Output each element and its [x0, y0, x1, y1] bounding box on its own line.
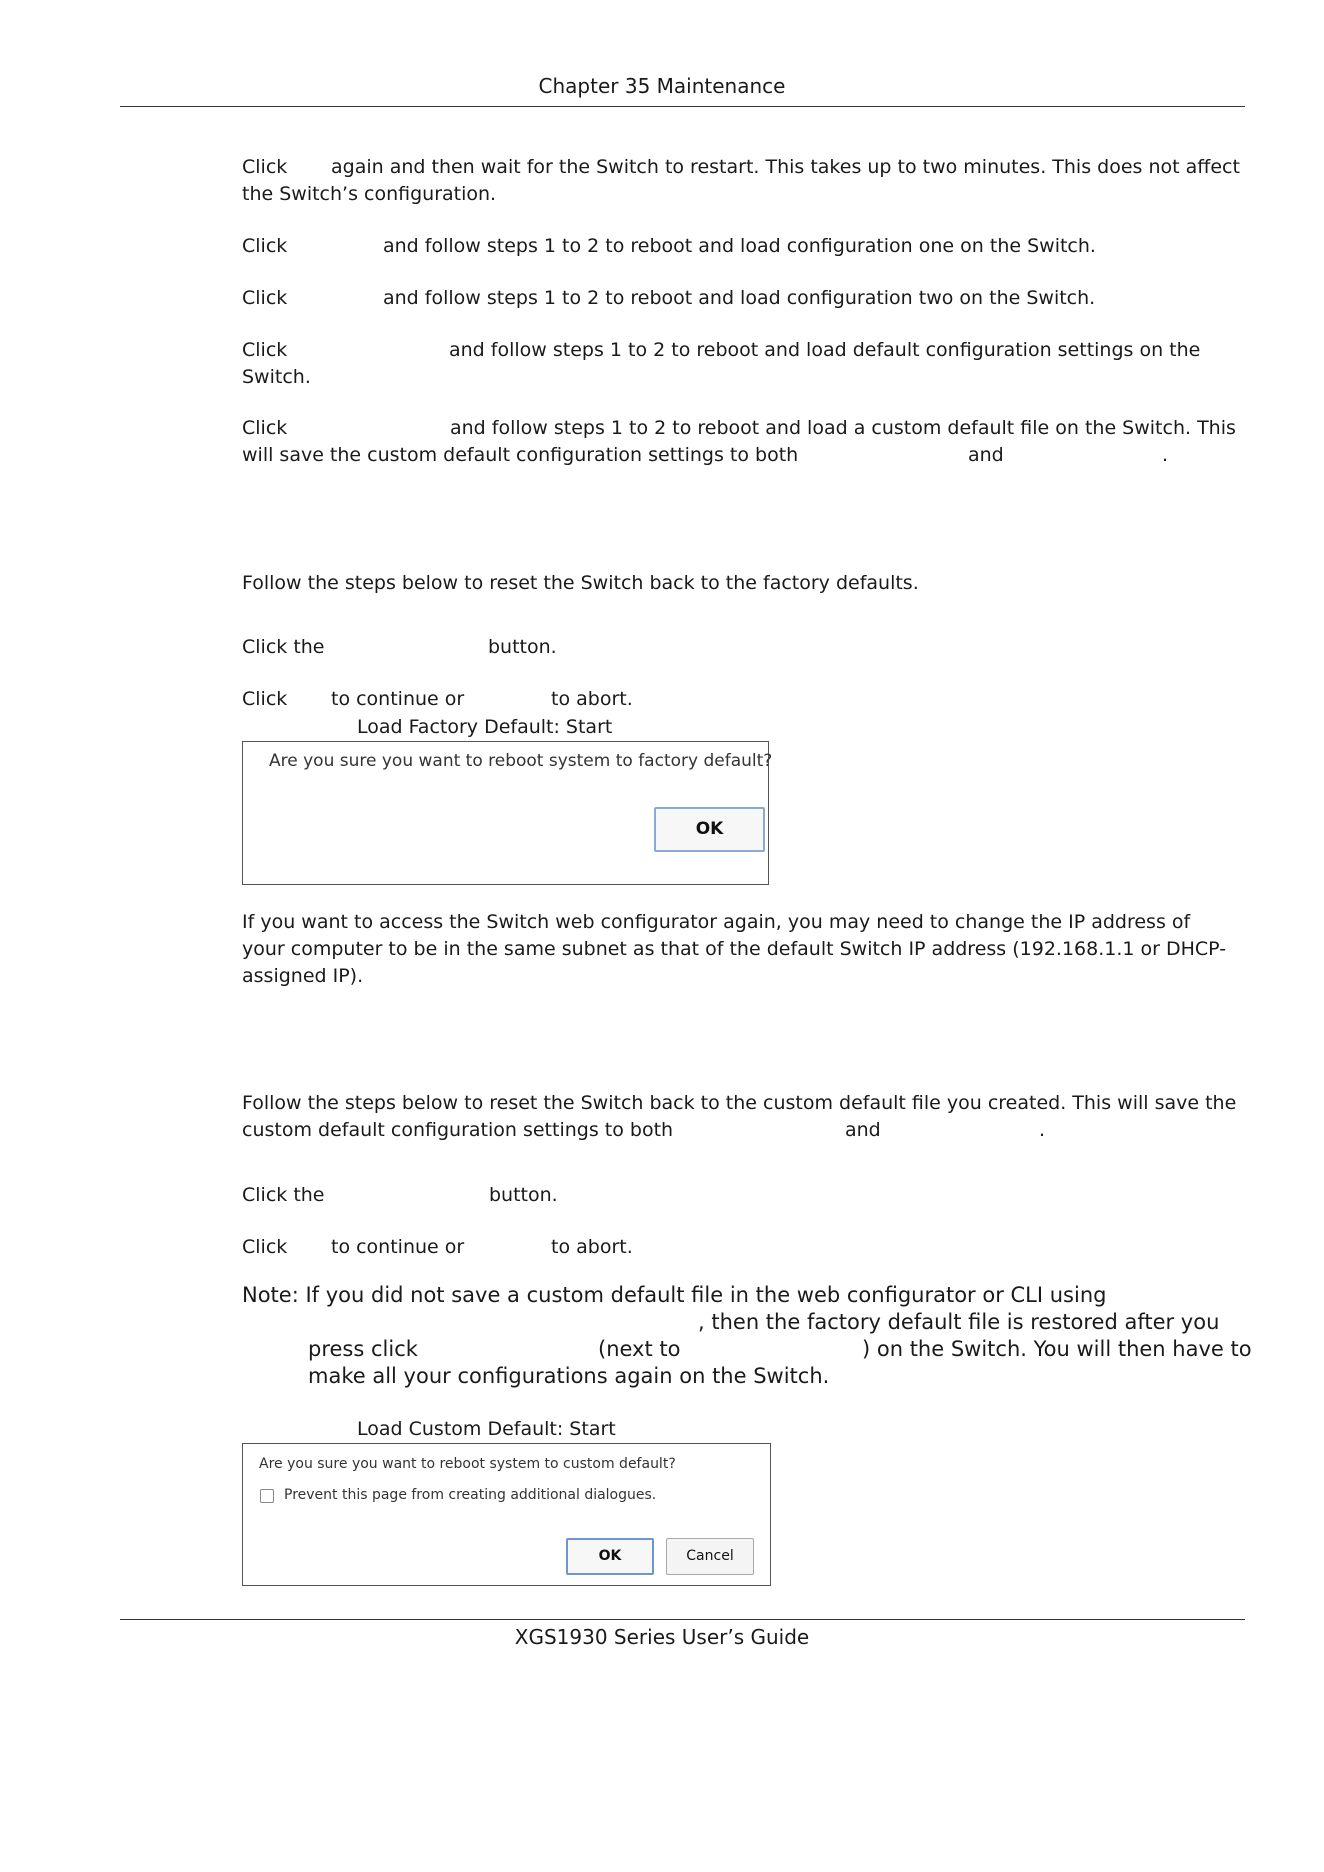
custom-figure-caption: Load Custom Default: Start: [357, 1418, 616, 1440]
chapter-header: Chapter 35 Maintenance: [538, 74, 786, 98]
step3-line2: the Switch’s configuration.: [242, 183, 497, 205]
custom-default-dialog: [242, 1443, 771, 1586]
factory-dialog-message: Are you sure you want to reboot system to factory default?: [269, 751, 773, 771]
factory-after-line1: If you want to access the Switch web configurator again, you may need to change the IP address of: [242, 911, 1191, 933]
factory-default-dialog: [242, 741, 773, 885]
footer-guide-title: XGS1930 Series User’s Guide: [514, 1625, 810, 1649]
custom-section-intro-line1: Follow the steps below to reset the Switch back to the custom default file you created. This will save the: [242, 1092, 1237, 1114]
footer-rule: [120, 1619, 1245, 1620]
note-line1: Note: If you did not save a custom default file in the web configurator or CLI using: [242, 1283, 1107, 1307]
custom-dialog-message: Are you sure you want to reboot system to custom default?: [259, 1456, 676, 1472]
factory-figure-caption: Load Factory Default: Start: [357, 716, 613, 738]
custom-dialog-cancel-button[interactable]: Cancel: [666, 1538, 754, 1575]
factory-after-line2: your computer to be in the same subnet as that of the default Switch IP address (192.168.1.1 or DHCP-: [242, 938, 1227, 960]
prevent-dialogs-checkbox[interactable]: [260, 1489, 274, 1503]
header-rule: [120, 106, 1245, 107]
prevent-dialogs-label: Prevent this page from creating additional dialogues.: [284, 1487, 657, 1503]
factory-dialog-ok-button[interactable]: OK: [654, 807, 765, 852]
custom-dialog-ok-button[interactable]: OK: [566, 1538, 654, 1575]
factory-default-paragraph-line2: Switch.: [242, 366, 311, 388]
note-line4: make all your configurations again on the Switch.: [308, 1364, 830, 1388]
factory-section-intro: Follow the steps below to reset the Switch back to the factory defaults.: [242, 572, 919, 594]
factory-after-line3: assigned IP).: [242, 965, 364, 987]
note-line2: , then the factory default file is restored after you: [698, 1310, 1220, 1334]
